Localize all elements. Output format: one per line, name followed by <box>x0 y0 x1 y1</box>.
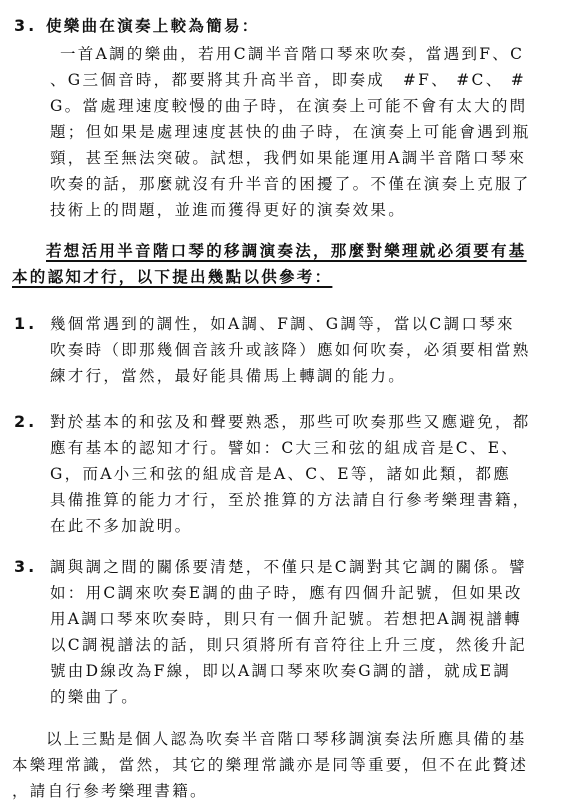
list-item-line: 練才行，當然，最好能具備馬上轉調的能力。 <box>50 367 407 385</box>
section-paragraph-line: 一首A調的樂曲，若用C調半音階口琴來吹奏，當遇到F、C <box>60 45 525 63</box>
list-item-line: 的樂曲了。 <box>50 688 140 706</box>
emphasis-line: 若想活用半音階口琴的移調演奏法，那麼對樂理就必須要有基 <box>46 241 527 260</box>
list-item-line: 調與調之間的關係要清楚，不僅只是C調對其它調的關係。譬 <box>50 558 527 576</box>
list-item-line: 在此不多加說明。 <box>50 517 193 535</box>
closing-line: ，請自行參考樂理書籍。 <box>12 782 208 800</box>
section-paragraph-line: G。當處理速度較慢的曲子時，在演奏上可能不會有太大的問 <box>50 97 528 115</box>
list-item-line: 號由D線改為F線，即以A調口琴來吹奏G調的譜，就成E調 <box>50 662 512 680</box>
closing-line: 以上三點是個人認為吹奏半音階口琴移調演奏法所應具備的基 <box>46 730 527 748</box>
emphasis-line: 本的認知才行，以下提出幾點以供參考： <box>12 267 333 286</box>
list-item-number: 2. <box>14 412 38 431</box>
list-item-line: 幾個常遇到的調性，如A調、F調、G調等，當以C調口琴來 <box>50 315 515 333</box>
section-paragraph-line: 、G三個音時，都要將其升高半音，即奏成 #F、 #C、 # <box>50 71 527 89</box>
list-item-line: 具備推算的能力才行，至於推算的方法請自行參考樂理書籍， <box>50 491 531 509</box>
section-heading: 使樂曲在演奏上較為簡易： <box>46 16 260 35</box>
list-item-line: 吹奏時（即那幾個音該升或該降）應如何吹奏，必須要相當熟 <box>50 341 531 359</box>
section-paragraph-line: 題；但如果是處理速度甚快的曲子時，在演奏上可能會遇到瓶 <box>50 123 531 141</box>
list-item-line: 對於基本的和弦及和聲要熟悉，那些可吹奏那些又應避免，都 <box>50 413 531 431</box>
list-item-number: 1. <box>14 314 38 333</box>
list-item-line: 應有基本的認知才行。譬如：C大三和弦的組成音是C、E、 <box>50 439 520 457</box>
section-paragraph-line: 技術上的問題，並進而獲得更好的演奏效果。 <box>50 201 407 219</box>
section-paragraph-line: 吹奏的話，那麼就沒有升半音的困擾了。不僅在演奏上克服了 <box>50 175 531 193</box>
section-number: 3. <box>14 16 38 35</box>
list-item-line: 如：用C調來吹奏E調的曲子時，應有四個升記號，但如果改 <box>50 584 523 602</box>
section-paragraph-line: 頸，甚至無法突破。試想，我們如果能運用A調半音階口琴來 <box>50 149 527 167</box>
closing-line: 本樂理常識，當然，其它的樂理常識亦是同等重要，但不在此贅述 <box>12 756 529 774</box>
list-item-number: 3. <box>14 557 38 576</box>
list-item-line: 用A調口琴來吹奏時，則只有一個升記號。若想把A調視譜轉 <box>50 610 522 628</box>
list-item-line: G，而A小三和弦的組成音是A、C、E等，諸如此類，都應 <box>50 465 512 483</box>
list-item-line: 以C調視譜法的話，則只須將所有音符往上升三度，然後升記 <box>50 636 527 654</box>
